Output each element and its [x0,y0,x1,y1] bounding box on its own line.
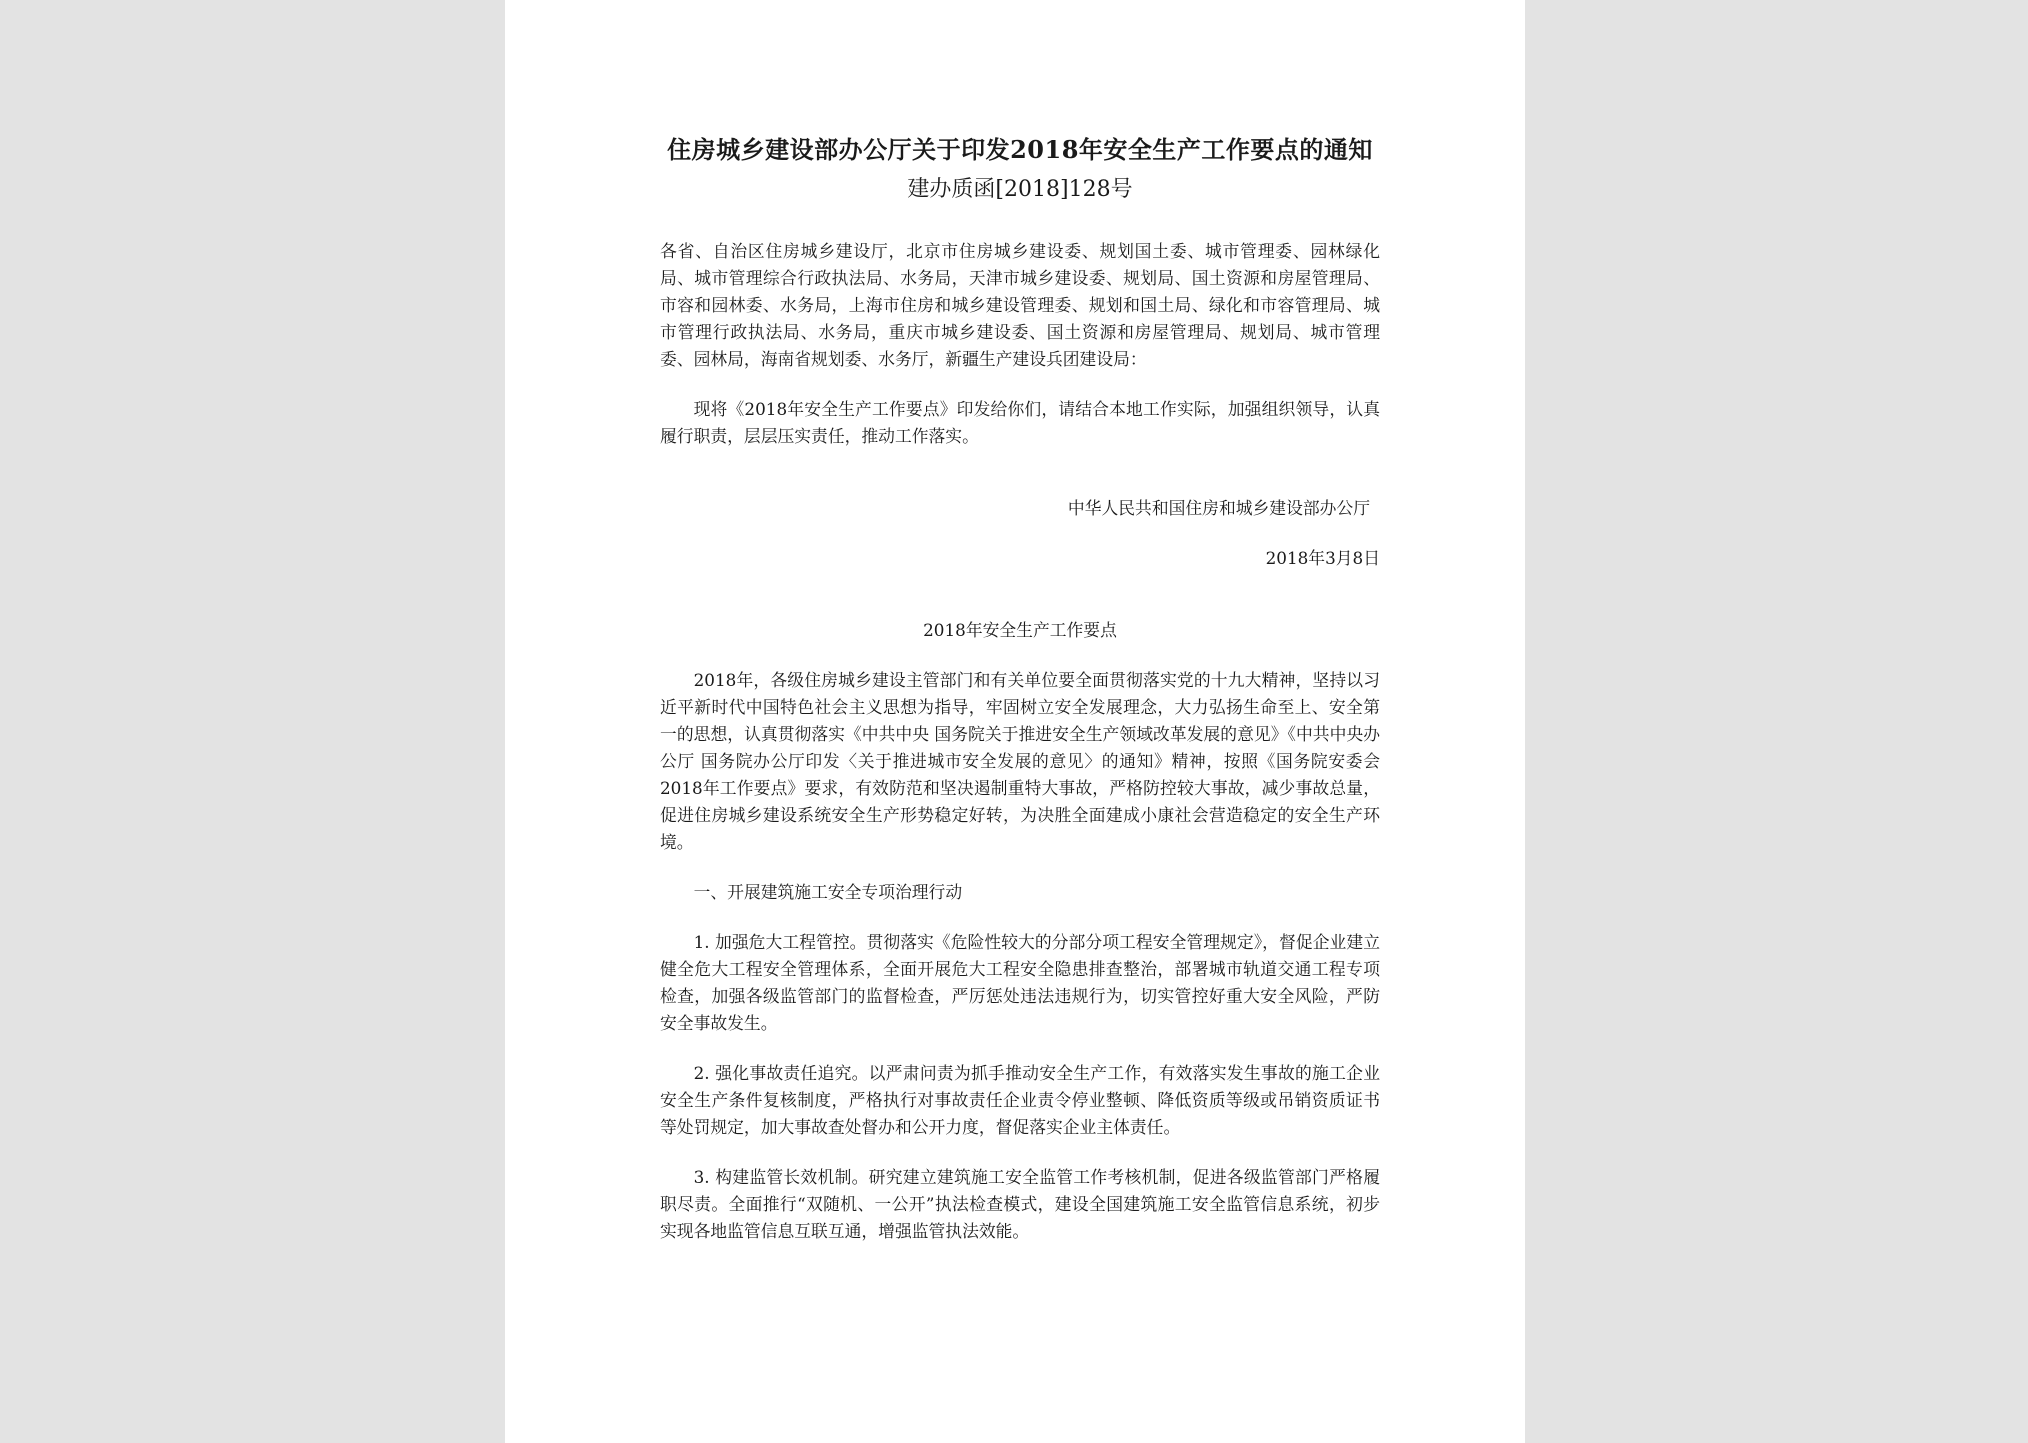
attachment-title: 2018年安全生产工作要点 [923,620,1117,640]
document-title: 住房城乡建设部办公厅关于印发2018年安全生产工作要点的通知 [667,135,1373,164]
document-content [660,130,1380,1245]
list-item-1: 1. 加强危大工程管控。贯彻落实《危险性较大的分部分项工程安全管理规定》，督促企业建立健全危大工程安全管理体系，全面开展危大工程安全隐患排查整治，部署城市轨道交通工程专项检查，加强各级监管部门的监督检查，严厉惩处违法违规行为，切实管控好重大安全风险，严防安全事故发生。 [660,932,1380,1033]
notice-body-paragraph: 现将《2018年安全生产工作要点》印发给你们，请结合本地工作实际，加强组织领导，认真履行职责，层层压实责任，推动工作落实。 [660,399,1380,446]
list-item-2: 2. 强化事故责任追究。以严肃问责为抓手推动安全生产工作，有效落实发生事故的施工企业安全生产条件复核制度，严格执行对事故责任企业责令停业整顿、降低资质等级或吊销资质证书等处罚规定，加大事故查处督办和公开力度，督促落实企业主体责任。 [660,1063,1380,1137]
issuer-signature: 中华人民共和国住房和城乡建设部办公厅 [1067,498,1370,518]
document-number: 建办质函[2018]128号 [907,177,1133,202]
intro-paragraph: 2018年，各级住房城乡建设主管部门和有关单位要全面贯彻落实党的十九大精神，坚持以习近平新时代中国特色社会主义思想为指导，牢固树立安全发展理念，大力弘扬生命至上、安全第一的思想，认真贯彻落实《中共中央 国务院关于推进安全生产领域改革发展的意见》《中共中央办公厅 国务院办公厅印发〈关于推进城市安全发展的意见〉的通知》精神，按照《国务院安委会2018年工作要点》要求，有效防范和坚决遏制重特大事故，严格防控较大事故，减少事故总量，促进住房城乡建设系统安全生产形势稳定好转，为决胜全面建成小康社会营造稳定的安全生产环境。 [660,670,1380,852]
recipients-paragraph: 各省、自治区住房城乡建设厅，北京市住房城乡建设委、规划国土委、城市管理委、园林绿化局、城市管理综合行政执法局、水务局，天津市城乡建设委、规划局、国土资源和房屋管理局、市容和园林委、水务局，上海市住房和城乡建设管理委、规划和国土局、绿化和市容管理局、城市管理行政执法局、水务局，重庆市城乡建设委、国土资源和房屋管理局、规划局、城市管理委、园林局，海南省规划委、水务厅，新疆生产建设兵团建设局： [660,241,1380,369]
issue-date: 2018年3月8日 [1265,548,1380,568]
document-page [505,0,1525,1443]
section-heading-1: 一、开展建筑施工安全专项治理行动 [693,882,963,902]
list-item-3: 3. 构建监管长效机制。研究建立建筑施工安全监管工作考核机制，促进各级监管部门严格履职尽责。全面推行“双随机、一公开”执法检查模式，建设全国建筑施工安全监管信息系统，初步实现各地监管信息互联互通，增强监管执法效能。 [660,1167,1380,1241]
